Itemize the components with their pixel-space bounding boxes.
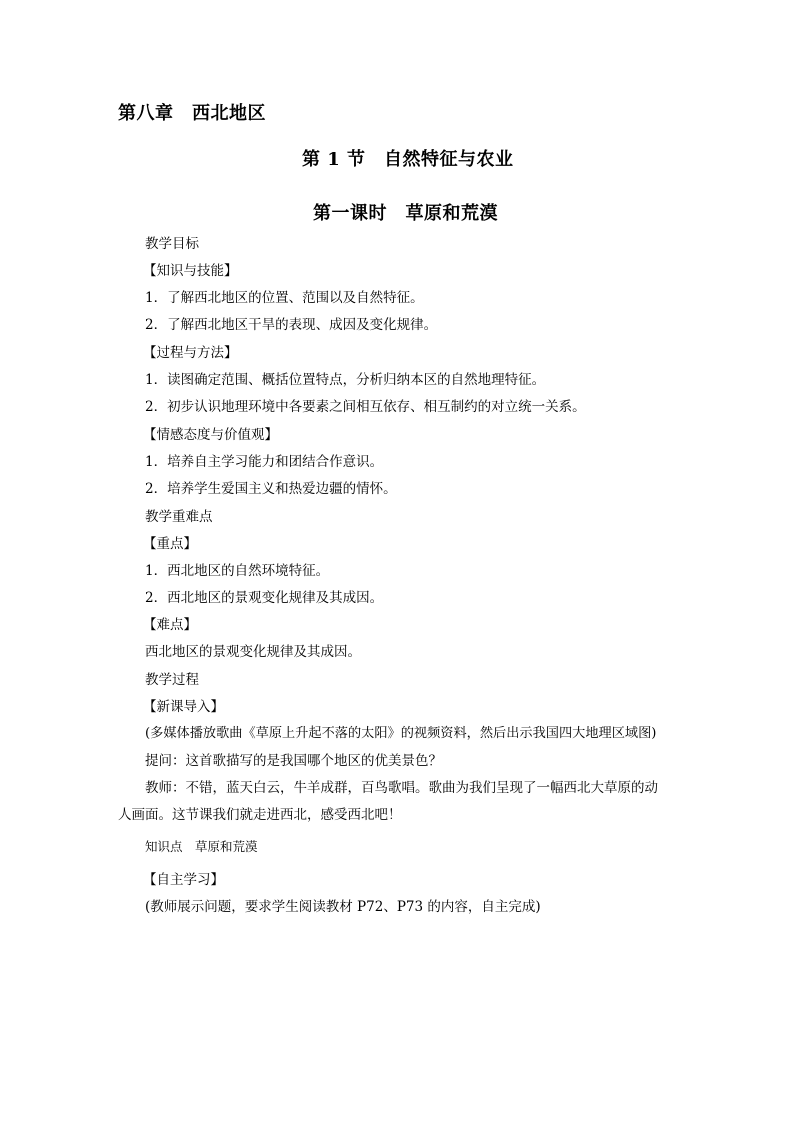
self-study-note: (教师展示问题，要求学生阅读教材 P72、P73 的内容，自主完成) [145,899,541,915]
teacher-line-2: 人画面。这节课我们就走进西北，感受西北吧！ [118,807,402,823]
process-methods-heading: 【过程与方法】 [143,345,238,361]
key-difficult-heading: 教学重难点 [145,509,213,525]
process-item-1: 1．读图确定范围、概括位置特点，分析归纳本区的自然地理特征。 [145,372,546,388]
knowledge-skills-heading: 【知识与技能】 [143,263,238,279]
lesson-title: 第一课时 草原和荒漠 [313,203,498,224]
self-study-heading: 【自主学习】 [143,872,224,888]
knowledge-item-2: 2．了解西北地区干旱的表现、成因及变化规律。 [145,317,438,333]
knowledge-point-label: 知识点 草原和荒漠 [145,839,258,854]
focus-item-1: 1．西北地区的自然环境特征。 [145,563,330,579]
teacher-line-1: 教师：不错，蓝天白云，牛羊成群，百鸟歌唱。歌曲为我们呈现了一幅西北大草原的动 [145,780,658,796]
attitude-item-1: 1．培养自主学习能力和团结合作意识。 [145,454,384,470]
process-item-2: 2．初步认识地理环境中各要素之间相互依存、相互制约的对立统一关系。 [145,399,586,415]
attitude-item-2: 2．培养学生爱国主义和热爱边疆的情怀。 [145,481,397,497]
difficulty-text: 西北地区的景观变化规律及其成因。 [145,644,361,660]
intro-heading: 【新课导入】 [143,699,224,715]
section-title: 第 1 节 自然特征与农业 [302,149,514,170]
difficulty-heading: 【难点】 [143,617,197,633]
focus-heading: 【重点】 [143,536,197,552]
knowledge-item-1: 1．了解西北地区的位置、范围以及自然特征。 [145,290,424,306]
intro-note: (多媒体播放歌曲《草原上升起不落的太阳》的视频资料，然后出示我国四大地理区域图) [145,726,657,741]
chapter-title: 第八章 西北地区 [118,103,266,124]
focus-item-2: 2．西北地区的景观变化规律及其成因。 [145,590,384,606]
process-heading: 教学过程 [145,672,199,688]
attitude-values-heading: 【情感态度与价值观】 [143,427,278,443]
teaching-goals-heading: 教学目标 [145,236,199,252]
intro-question: 提问：这首歌描写的是我国哪个地区的优美景色？ [145,753,442,769]
